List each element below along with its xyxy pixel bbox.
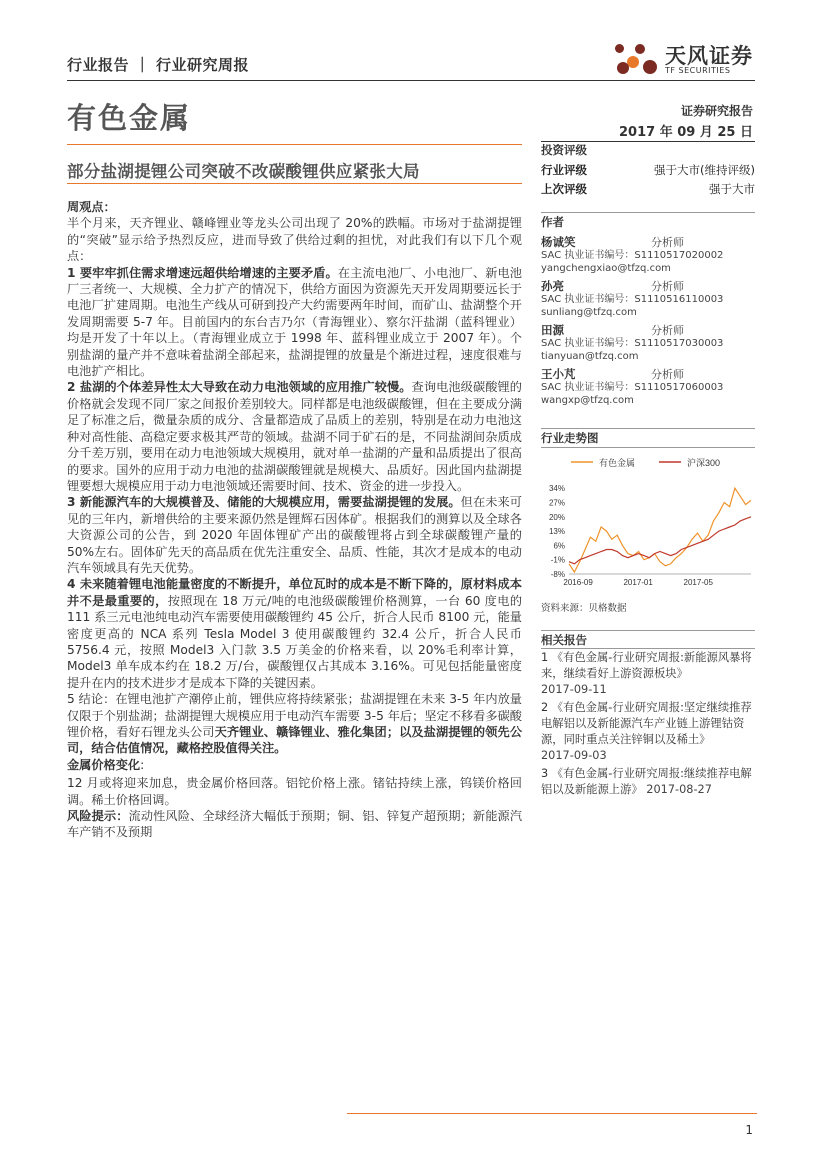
report-date: 2017 年 09 月 25 日 <box>619 125 753 140</box>
risk-paragraph: 风险提示：流动性风险、全球经济大幅低于预期；铜、铝、锌复产超预期；新能源汽车产销不及预期 <box>67 809 523 840</box>
related-report-item[interactable]: 2 《有色金属-行业研究周报:坚定继续推荐电解铝以及新能源汽车产业链上游锂钴资源，同时重点关注锌铜以及稀土》 2017-09-03 <box>541 701 752 762</box>
related-rule <box>541 630 755 631</box>
x-tick-label: 2017-01 <box>623 578 653 587</box>
rating-title: 投资评级 <box>541 143 587 157</box>
point-4: 4 未来随着锂电池能量密度的不断提升，单位瓦时的成本是不断下降的，原材料成本并不是最重要的，按照现在 18 万元/吨的电池级碳酸锂价格测算，一台 60 度电的 111 系三元电池纯电动汽车需要使用碳酸锂约 45 公斤，折合人民币 8100 元，能量密度更高的 NCA 系列 Tesla Model 3 使用碳酸锂约 32.4 公斤，折合人民币 5756.4 元，按照 Model3 入门款 3.5 万美金的价格来看，以 20%毛利率计算，Model3 单车成本约在 18.2 万/台，碳酸锂仅占其成本 3.16%。可见包括能量密度提升在内的技术进步才是成本下降的关键因素。 <box>67 577 523 690</box>
sector-title: 有色金属 <box>67 101 192 135</box>
legend-label-nonferrous: 有色金属 <box>599 458 636 468</box>
point-3: 3 新能源汽车的大规模普及、储能的大规模应用，需要盐湖提锂的发展。但在未来可见的三年内，新增供给的主要来源仍然是锂辉石因体矿。根据我们的测算以及全球各大资源公司的公告，到 2020 年固体锂矿产出的碳酸锂将占到全球碳酸锂产量的 50%左右。固体矿先天的高品质在优先注重安全、品质、性能，其次才是成本的电动汽车领域具有先天优势。 <box>67 495 522 575</box>
point-1: 1 要牢牢抓住需求增速远超供给增速的主要矛盾。在主流电池厂、小电池厂、新电池厂三者统一、大规模、全力扩产的情况下，供给方面因为资源先天开发周期要远长于电池厂扩建周期。电池生产线从可研到投产大约需要两年时间，而矿山、盐湖整个开发周期需要 5-7 年。目前国内的东台吉乃尔（青海锂业）、察尔汗盐湖（蓝科锂业）均是开发了十年以上。（青海锂业成立于 1998 年、蓝科锂业成立于 2007 年）。个别盐湖的量产并不意味着盐湖全部起来，盐湖提锂的放量是个渐进过程，速度很难与电池扩产相比。 <box>67 265 522 379</box>
page-number: 1 <box>745 1123 753 1137</box>
analyst-entry: 杨诚笑 分析师 SAC 执业证书编号：S1110517020002 yangchengxiao@tfzq.com <box>541 235 724 274</box>
related-title: 相关报告 <box>541 633 587 647</box>
author-rule <box>541 212 755 213</box>
legend-label-hs300: 沪深300 <box>687 458 721 468</box>
y-tick-label: 27% <box>548 498 565 508</box>
author-title: 作者 <box>541 215 564 229</box>
point-2: 2 盐湖的个体差异性太大导致在动力电池领域的应用推广较慢。查询电池级碳酸锂的价格就会发现不同厂家之间报价差别较大。同样都是电池级碳酸锂，但在主要成分满足了标准之后，微量杂质的成分、含量都造成了品质上的差别，特别是在动力电池这种对高性能、高稳定要求极其严苛的领域。盐湖不同于矿石的是，不同盐湖间杂质成分千差万别，要用在动力电池领域大规模用，就对单一盐湖的产量和品质提出了很高的要求。国外的应用于动力电池的盐湖碳酸锂就是规模大、品质好。因此国内盐湖提锂要想大规模应用于动力电池领域还需要时间、技术、资金的进一步投入。 <box>67 380 522 493</box>
related-report-item[interactable]: 3 《有色金属-行业研究周报:继续推荐电解铝以及新能源上游》 2017-08-27 <box>541 767 752 796</box>
trend-rule <box>541 428 755 429</box>
industry-trend-chart <box>541 450 755 590</box>
y-tick-label: 13% <box>548 527 565 537</box>
header-rule <box>67 80 755 81</box>
chart-source: 资料来源：贝格数据 <box>541 603 627 614</box>
x-tick-label: 2017-05 <box>683 578 713 587</box>
y-tick-label: 6% <box>553 541 565 551</box>
related-rule-bottom <box>541 648 755 649</box>
metal-price-title: 金属价格变化: <box>67 757 145 772</box>
headline-rule-bottom <box>67 183 522 184</box>
series-line-nonferrous <box>569 488 751 572</box>
weekly-view-title: 周观点： <box>67 200 116 214</box>
x-tick-label: 2016-09 <box>563 578 593 587</box>
trend-title: 行业走势图 <box>541 431 599 445</box>
related-reports <box>541 650 757 798</box>
tf-securities-logo <box>605 40 765 80</box>
y-tick-label: -8% <box>550 570 565 579</box>
y-tick-label: -1% <box>550 555 565 565</box>
logo-name: 天风证券 <box>665 44 753 68</box>
related-report-item[interactable]: 1 《有色金属-行业研究周报:新能源风暴将来，继续看好上游资源板块》 2017-09-11 <box>541 651 752 696</box>
headline-rule-top <box>67 144 522 145</box>
analyst-entry: 王小芃 分析师 SAC 执业证书编号：S1110517060003 wangxp@tfzq.com <box>541 367 724 406</box>
y-tick-label: 20% <box>548 512 565 522</box>
logo-english: TF SECURITIES <box>665 66 731 75</box>
trend-rule-bottom <box>541 447 755 448</box>
report-category: 行业报告 ｜ 行业研究周报 <box>67 56 249 74</box>
analyst-entry: 田源 分析师 SAC 执业证书编号：S1110517030003 tianyuan@tfzq.com <box>541 323 724 362</box>
footer-rule <box>347 1113 757 1114</box>
y-tick-label: 34% <box>548 484 565 494</box>
headline: 部分盐湖提锂公司突破不改碳酸锂供应紧张大局 <box>67 162 420 181</box>
point-5: 5 结论：在锂电池扩产潮停止前，锂供应将持续紧张；盐湖提锂在未来 3-5 年内放量仅限于个别盐湖；盐湖提锂大规模应用于电动汽车需要 3-5 年后；坚定不移看多碳酸锂价格，看好石锂龙头公司天齐锂业、赣锋锂业、雅化集团；以及盐湖提锂的领先公司，结合估值情况，藏格控股值得关注。 <box>67 692 523 756</box>
analyst-entry: 孙亮 分析师 SAC 执业证书编号：S1110516110003 sunliang@tfzq.com <box>541 279 724 318</box>
intro-paragraph: 半个月来，天齐锂业、赣峰锂业等龙头公司出现了 20%的跌幅。市场对于盐湖提锂的“突破”显示给予热烈反应，进而导致了供给过剩的担忧，对此我们有以下几个观点： <box>67 216 522 264</box>
body-content <box>67 199 522 841</box>
report-type: 证券研究报告 <box>680 104 753 118</box>
metal-price-text: 12 月或将迎来加息，贵金属价格回落。铝铊价格上涨。锗钴持续上涨，钨镁价格回调。稀土价格回调。 <box>67 776 522 807</box>
